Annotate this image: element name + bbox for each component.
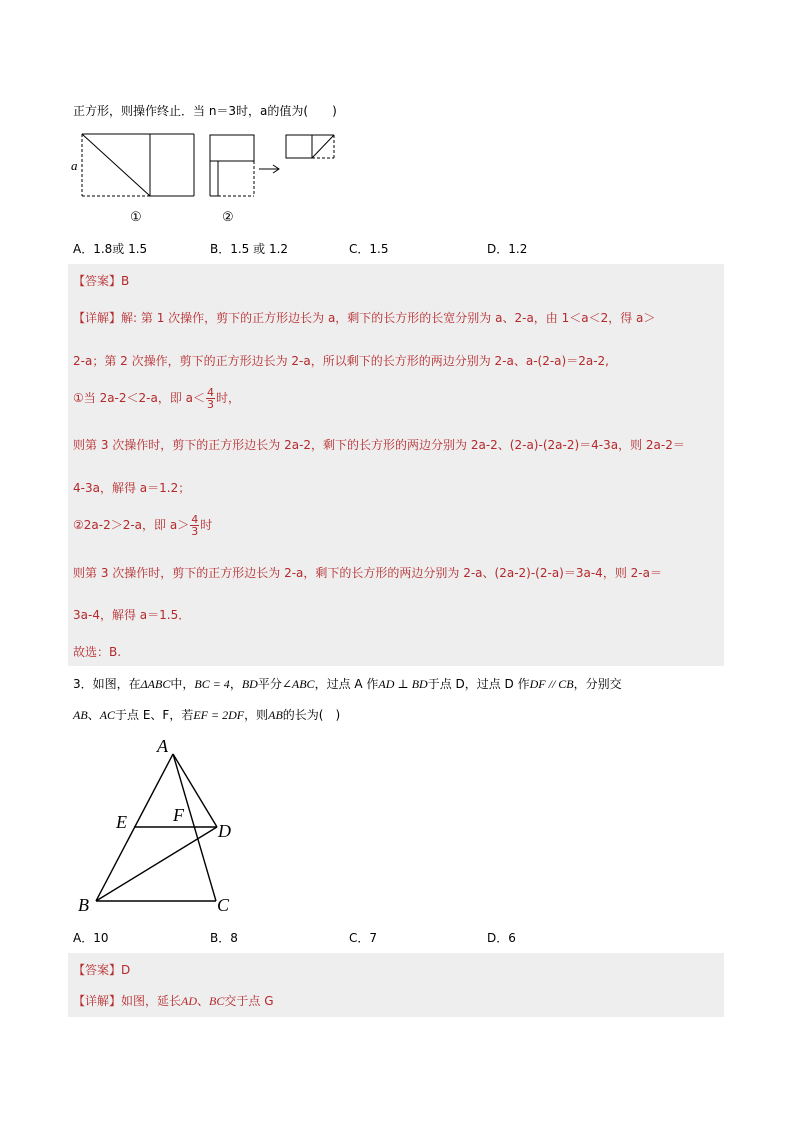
q3-bc-eq: BC = 4: [194, 677, 230, 691]
q3-option-a: A．10: [73, 931, 109, 945]
q2-option-c: C．1.5: [349, 242, 389, 256]
fraction-numerator: 4: [207, 386, 215, 399]
q2-case-1-line-1: 则第 3 次操作时，剪下的正方形边长为 2a-2，剩下的长方形的两边分别为 2a-2、(2-a)-(2a-2)＝4-3a，则 2a-2＝: [73, 438, 685, 452]
q3-detail-c: 交于点 G: [224, 994, 274, 1008]
q3-bd: BD: [241, 677, 258, 691]
q2-case-1-line-2: 4-3a，解得 a＝1.2；: [73, 481, 191, 495]
q2-case-1: [73, 387, 240, 410]
fraction-4-3-b: [190, 514, 199, 537]
q3-detail-bc: BC: [209, 994, 225, 1008]
q3-answer-line: [73, 962, 130, 978]
label-c: C: [217, 895, 230, 915]
q3-answer: D: [121, 963, 131, 977]
figure-1: [71, 134, 194, 224]
q2-option-d: D．1.2: [487, 242, 528, 256]
fraction-4-3: [206, 387, 215, 410]
q3-text-2d: 的长为( ): [282, 708, 341, 722]
q3-text-1g: ，分别交: [573, 677, 622, 691]
figure-1-caption: ①: [130, 209, 142, 224]
q2-detail-tag: 【详解】: [73, 311, 122, 325]
q3-text-1e: ，过点 A 作: [314, 677, 379, 691]
q3-ab: AB: [73, 708, 88, 722]
q3-text-1f: 于点 D，过点 D 作: [427, 677, 530, 691]
q2-case-2-line-1: 则第 3 次操作时，剪下的正方形边长为 2-a，剩下的长方形的两边分别为 2-a、(2a-2)-(2-a)＝3a-4，则 2-a＝: [73, 566, 662, 580]
label-d: D: [218, 821, 231, 841]
q2-stem: 正方形，则操作终止．当 n＝3时，a的值为( ): [73, 104, 337, 118]
q3-text-1d: 平分: [257, 677, 282, 691]
fraction-numerator-b: 4: [191, 513, 199, 526]
q2-case-2-line-2: 3a-4，解得 a＝1.5．: [73, 608, 191, 622]
figure-1-side-label: a: [71, 158, 78, 173]
q2-figures: [68, 128, 348, 228]
q2-option-a: A．1.8或 1.5: [73, 242, 148, 256]
q3-option-c: C．7: [349, 931, 378, 945]
q3-stem-line-2: [73, 707, 340, 723]
q2-detail-text-1: 解: 第 1 次操作，剪下的正方形边长为 a，剩下的长方形的长宽分别为 a、2-a，由 1＜a＜2，得 a＞: [121, 311, 656, 325]
q3-ac: AC: [99, 708, 116, 722]
fraction-denominator-b: 3: [191, 525, 199, 538]
q3-text-2a: 、: [87, 708, 100, 722]
q3-detail-b: 、: [197, 994, 210, 1008]
q3-ab-2: AB: [268, 708, 283, 722]
q2-case-2-pre: ②2a-2＞2-a，即 a＞: [73, 518, 190, 532]
q2-case-1-pre: ①当 2a-2＜2-a，即 a＜: [73, 391, 206, 405]
q3-option-d: D．6: [487, 931, 516, 945]
fraction-denominator: 3: [207, 398, 215, 411]
q3-text-1b: 中，: [170, 677, 195, 691]
q3-answer-tag: 【答案】: [73, 963, 122, 977]
q3-perp: AD ⊥ BD: [378, 677, 428, 691]
q3-detail-line: [73, 993, 274, 1009]
label-e: E: [116, 812, 127, 832]
q2-answer-tag: 【答案】: [73, 274, 122, 288]
figure-2-caption: ②: [222, 209, 234, 224]
q2-option-b: B．1.5 或 1.2: [210, 242, 289, 256]
q2-case-2: [73, 514, 212, 537]
q2-detail-line-1: [73, 310, 655, 326]
q2-answer-line: [73, 273, 129, 289]
q3-text-1a: 3．如图，在: [73, 677, 141, 691]
label-b: B: [78, 895, 89, 915]
q3-par: DF // CB: [529, 677, 574, 691]
q3-figure: [68, 732, 248, 922]
q2-detail-line-2: 2-a；第 2 次操作，剪下的正方形边长为 2-a，所以剩下的长方形的两边分别为 2-a、a-(2-a)＝2a-2,: [73, 354, 609, 368]
q3-ef-eq: EF = 2DF: [193, 708, 245, 722]
q3-detail-ad: AD: [181, 994, 198, 1008]
q2-case-2-post: 时: [200, 518, 213, 532]
q3-stem-line-1: [73, 676, 622, 692]
q2-answer: B: [121, 274, 130, 288]
q3-text-2b: 于点 E、F，若: [115, 708, 194, 722]
q3-detail-tag: 【详解】: [73, 994, 122, 1008]
label-f: F: [173, 805, 184, 825]
label-a: A: [157, 736, 168, 756]
q3-text-1c: ，: [229, 677, 242, 691]
q3-text-2c: ，则: [244, 708, 269, 722]
q3-triangle: ΔABC: [140, 677, 171, 691]
q3-detail-a: 如图，延长: [121, 994, 182, 1008]
q2-conclusion: 故选：B.: [73, 645, 122, 659]
q2-case-1-post: 时，: [216, 391, 241, 405]
q3-angle: ∠ABC: [281, 677, 315, 691]
figure-2: [210, 135, 334, 224]
q3-option-b: B．8: [210, 931, 238, 945]
